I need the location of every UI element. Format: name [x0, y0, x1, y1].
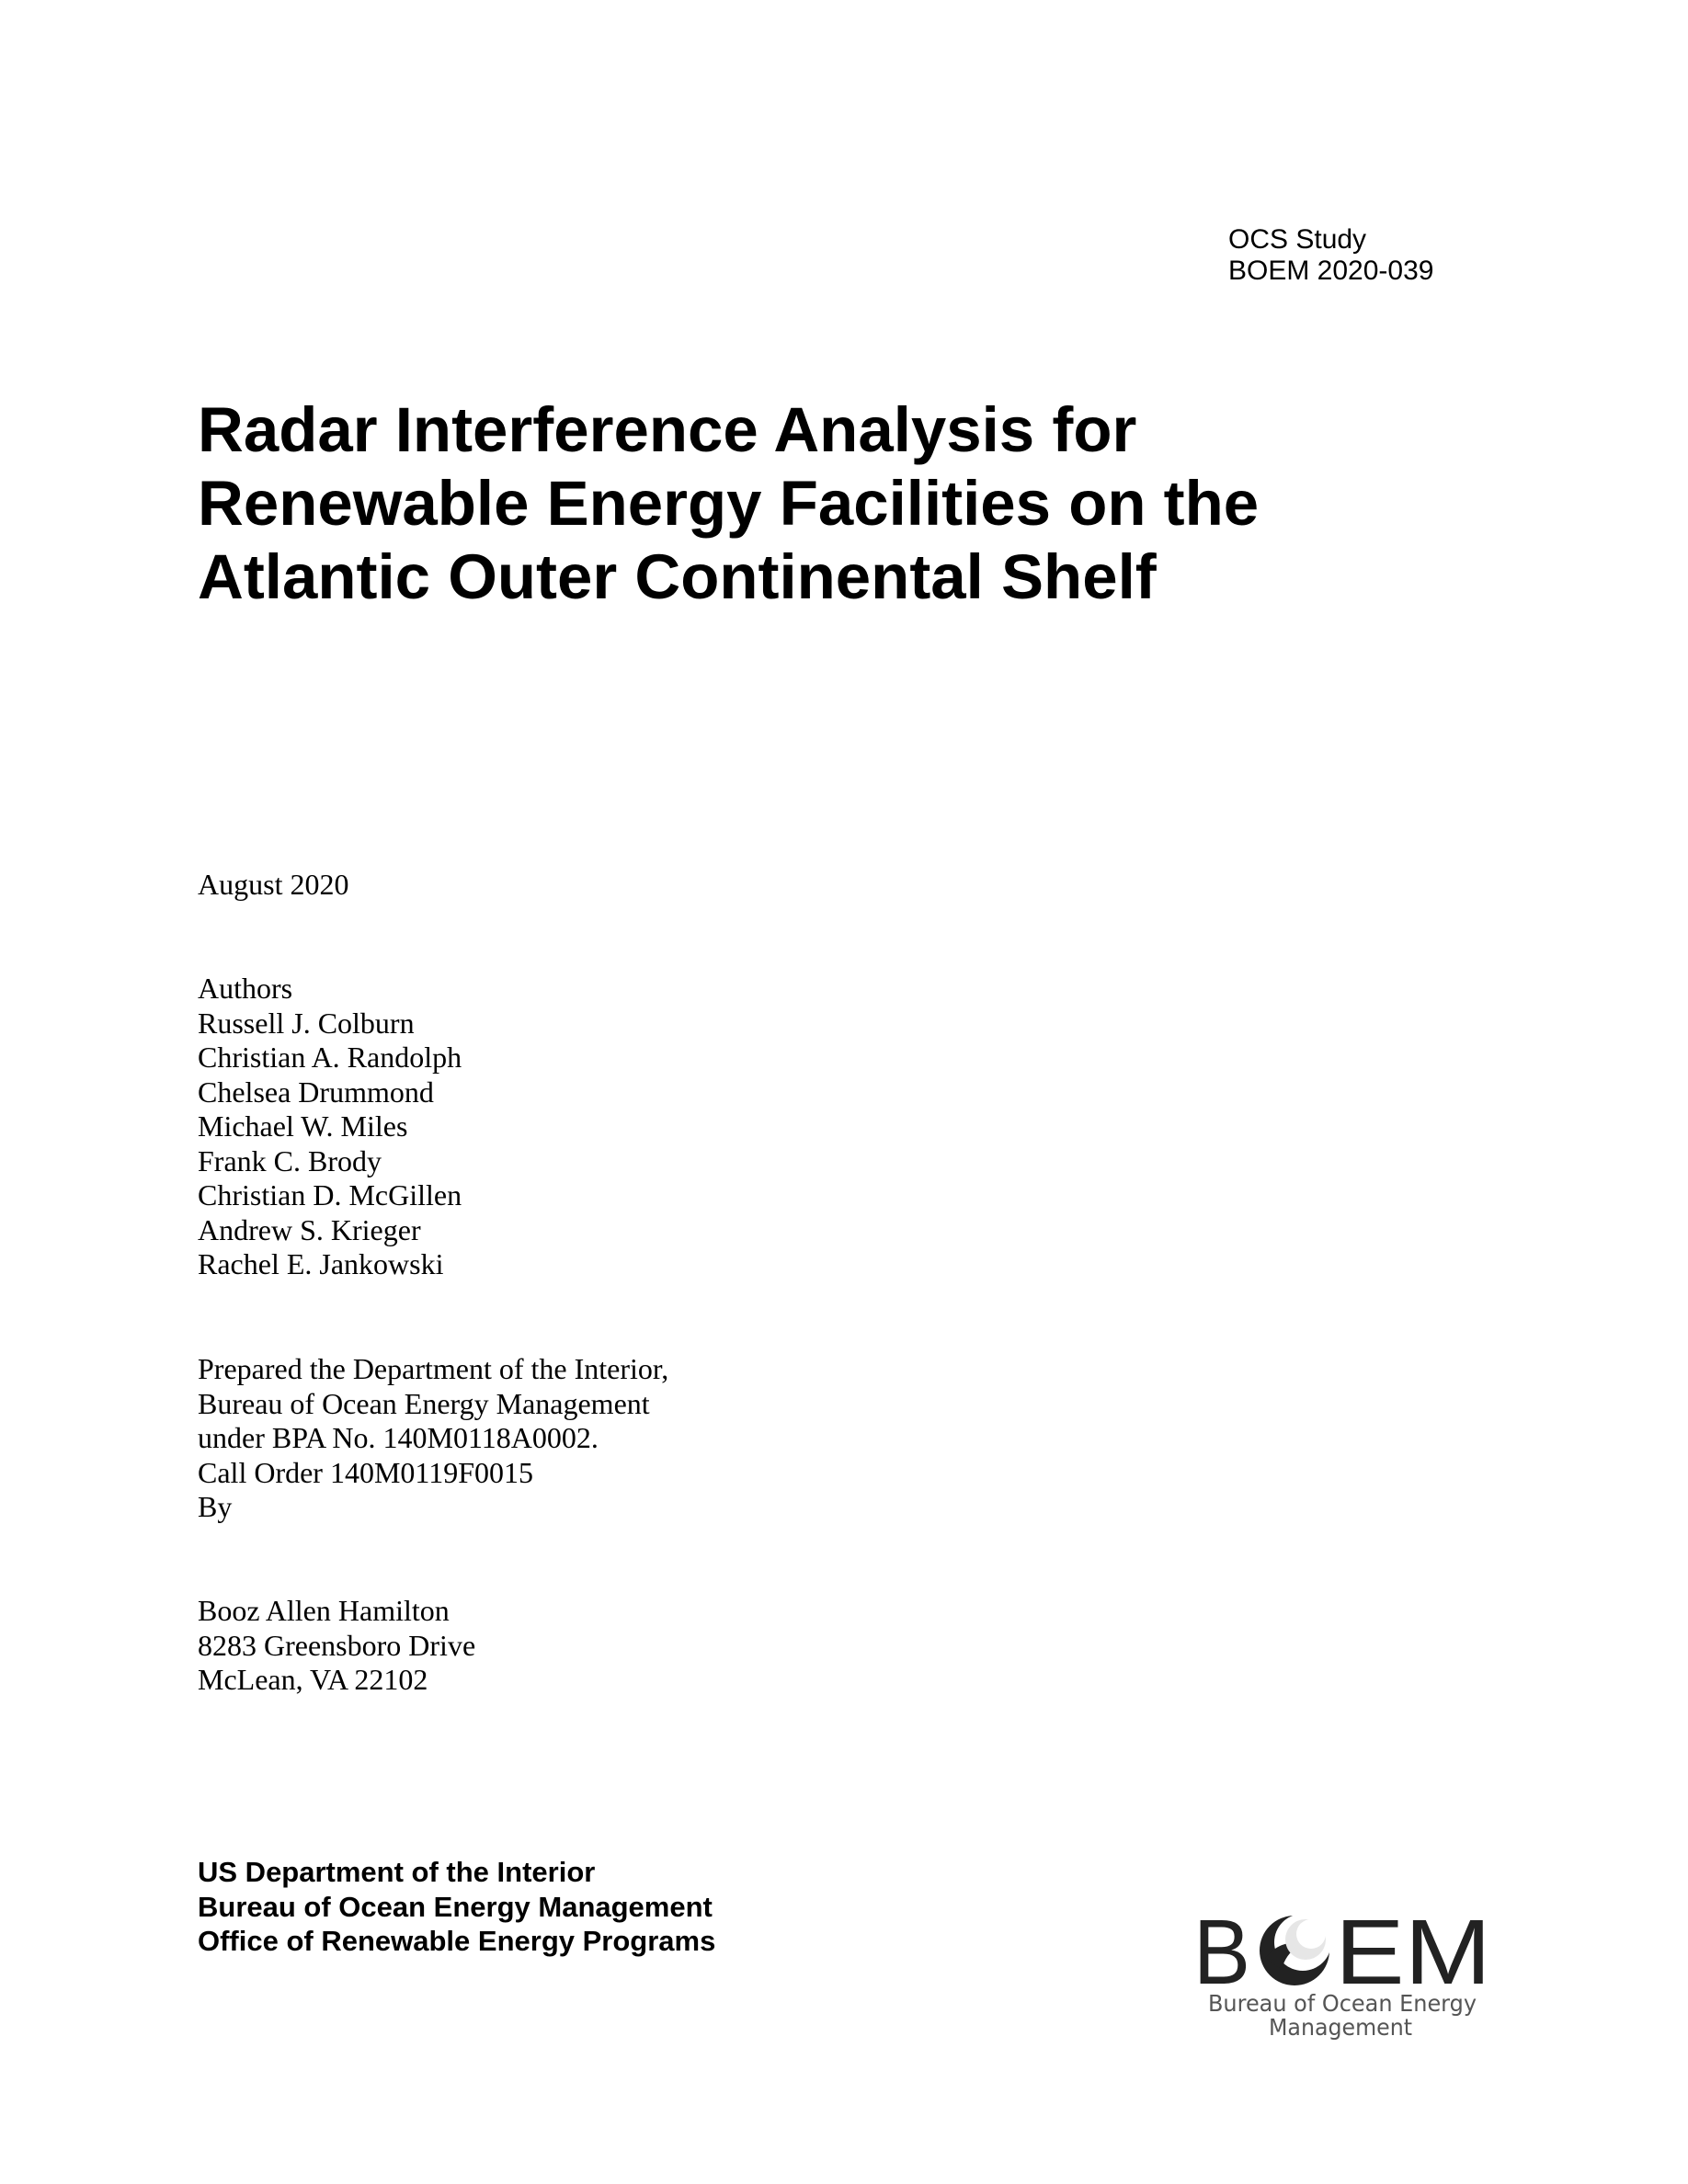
author-name: Christian D. McGillen [198, 1178, 462, 1211]
author-name: Michael W. Miles [198, 1109, 408, 1143]
date-text: August 2020 [198, 868, 349, 901]
prepared-for-block [198, 1352, 668, 1525]
agency-block [198, 1855, 715, 1959]
authors-heading: Authors [198, 972, 293, 1005]
prepared-line: Bureau of Ocean Energy Management [198, 1386, 650, 1420]
prepared-line: under BPA No. 140M0118A0002. [198, 1421, 599, 1454]
logo-letter-b: B [1193, 1903, 1250, 2004]
title-line: Atlantic Outer Continental Shelf [198, 541, 1157, 612]
study-label: OCS Study [1228, 224, 1367, 255]
author-name: Chelsea Drummond [198, 1075, 434, 1109]
author-name: Christian A. Randolph [198, 1041, 462, 1074]
agency-bureau: Bureau of Ocean Energy Management [198, 1890, 713, 1923]
author-name: Russell J. Colburn [198, 1006, 415, 1040]
contractor-street: 8283 Greensboro Drive [198, 1628, 476, 1662]
boem-logo [1192, 1903, 1504, 2041]
logo-subtitle-line2: Management [1269, 2014, 1413, 2041]
prepared-line: Call Order 140M0119F0015 [198, 1455, 534, 1489]
study-identifier [1228, 224, 1433, 287]
authors-block [198, 972, 462, 1282]
agency-office: Office of Renewable Energy Programs [198, 1925, 716, 1957]
contractor-city: McLean, VA 22102 [198, 1663, 428, 1696]
prepared-line: Prepared the Department of the Interior, [198, 1352, 669, 1385]
report-title [198, 393, 1531, 614]
logo-letters-em: EM [1335, 1903, 1491, 2004]
agency-department: US Department of the Interior [198, 1856, 596, 1888]
prepared-line: By [198, 1490, 233, 1523]
author-name: Frank C. Brody [198, 1143, 382, 1177]
author-name: Rachel E. Jankowski [198, 1247, 444, 1280]
publication-date [198, 868, 348, 903]
title-line: Radar Interference Analysis for [198, 394, 1137, 465]
title-line: Renewable Energy Facilities on the [198, 468, 1260, 539]
author-name: Andrew S. Krieger [198, 1212, 421, 1246]
contractor-address [198, 1594, 475, 1698]
contractor-name: Booz Allen Hamilton [198, 1594, 450, 1627]
wave-o-icon [1260, 1914, 1331, 1985]
logo-subtitle-line1: Bureau of Ocean Energy [1208, 1990, 1477, 2017]
study-number: BOEM 2020-039 [1228, 256, 1434, 286]
